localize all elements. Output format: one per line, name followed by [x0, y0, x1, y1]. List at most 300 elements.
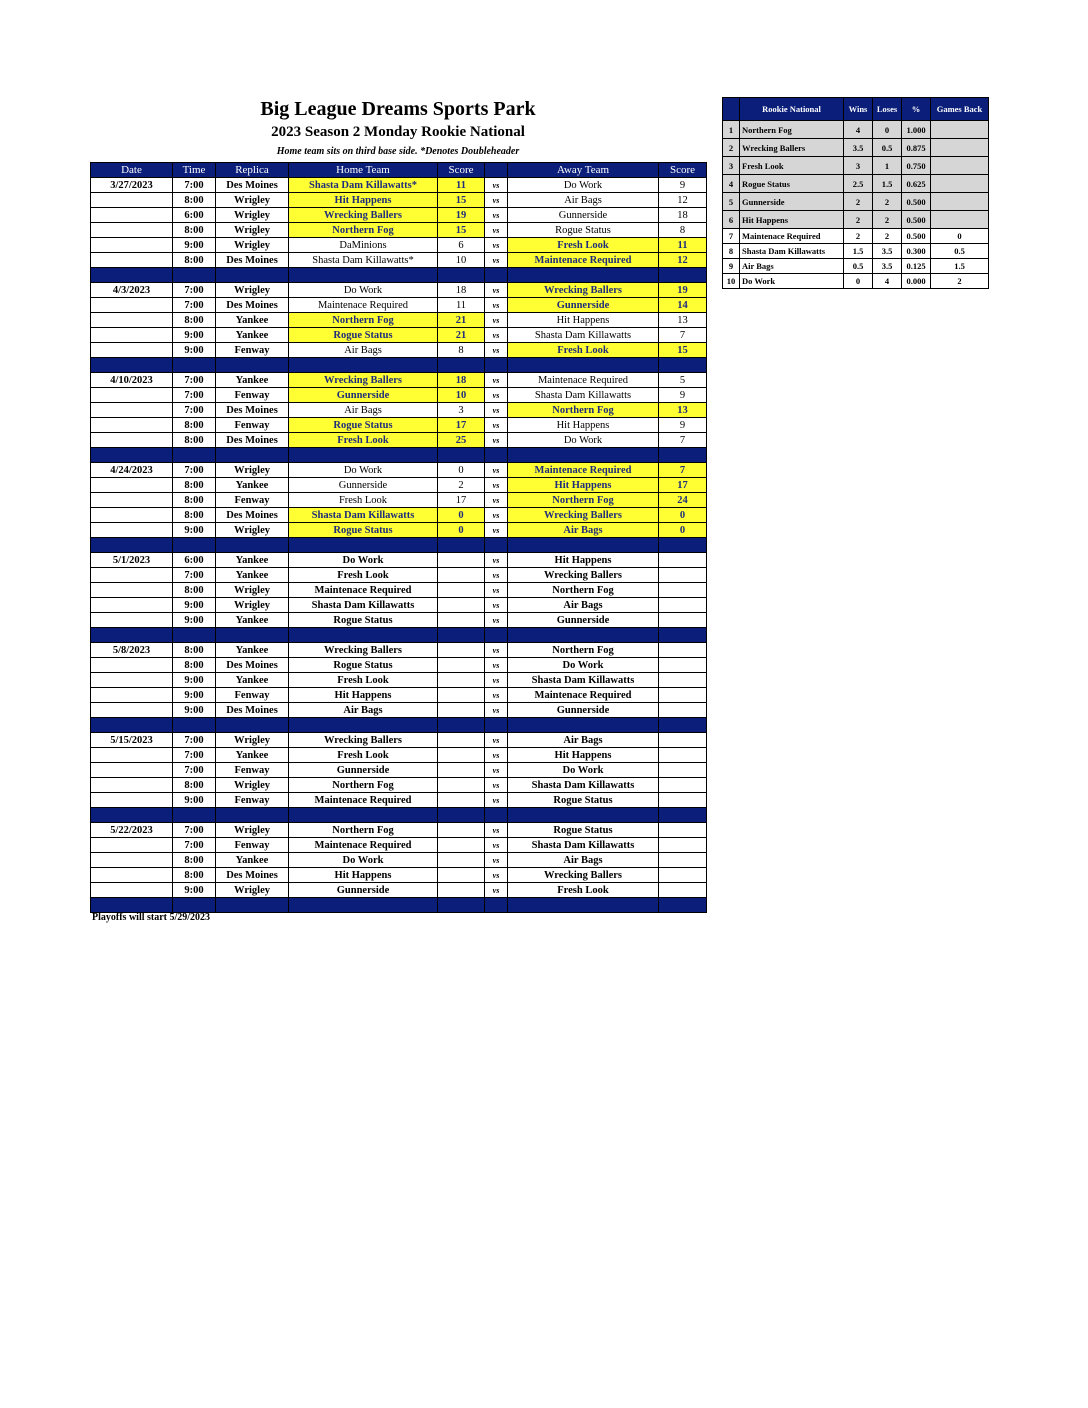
- away-team: Rogue Status: [508, 223, 659, 238]
- game-date: [91, 193, 173, 208]
- home-team: Rogue Status: [289, 328, 438, 343]
- game-date: [91, 598, 173, 613]
- vs-label: vs: [485, 883, 508, 898]
- standings-rank: 1: [723, 121, 740, 139]
- game-date: [91, 658, 173, 673]
- game-field: Des Moines: [216, 298, 289, 313]
- game-field: Yankee: [216, 853, 289, 868]
- away-team: Wrecking Ballers: [508, 283, 659, 298]
- away-score: [659, 883, 707, 898]
- away-score: [659, 583, 707, 598]
- standings-team: Hit Happens: [740, 211, 844, 229]
- away-score: [659, 568, 707, 583]
- page-title: Big League Dreams Sports Park: [260, 98, 536, 120]
- standings-row: [723, 211, 989, 229]
- game-time: 9:00: [173, 688, 216, 703]
- separator-cell: [173, 898, 216, 913]
- away-score: 13: [659, 313, 707, 328]
- game-field: Des Moines: [216, 403, 289, 418]
- standings-rank: 7: [723, 229, 740, 244]
- home-team: Gunnerside: [289, 478, 438, 493]
- standings-games-back: 0.5: [931, 244, 989, 259]
- game-date: [91, 313, 173, 328]
- game-field: Wrigley: [216, 598, 289, 613]
- separator-cell: [659, 268, 707, 283]
- separator-cell: [289, 898, 438, 913]
- vs-label: vs: [485, 523, 508, 538]
- vs-label: vs: [485, 418, 508, 433]
- home-score: [438, 748, 485, 763]
- away-team: Hit Happens: [508, 748, 659, 763]
- away-team: Hit Happens: [508, 553, 659, 568]
- separator-cell: [173, 268, 216, 283]
- game-time: 9:00: [173, 793, 216, 808]
- separator-cell: [289, 358, 438, 373]
- standings-pct: 0.625: [902, 175, 931, 193]
- game-row: [91, 883, 707, 898]
- game-date: [91, 223, 173, 238]
- game-time: 8:00: [173, 478, 216, 493]
- game-date: [91, 418, 173, 433]
- game-date: [91, 583, 173, 598]
- away-team: Maintenace Required: [508, 253, 659, 268]
- game-time: 8:00: [173, 193, 216, 208]
- game-time: 7:00: [173, 298, 216, 313]
- game-date: 5/1/2023: [91, 553, 173, 568]
- away-score: [659, 793, 707, 808]
- away-team: Air Bags: [508, 598, 659, 613]
- game-field: Des Moines: [216, 178, 289, 193]
- home-team: Gunnerside: [289, 763, 438, 778]
- away-score: [659, 838, 707, 853]
- away-team: Maintenace Required: [508, 463, 659, 478]
- game-row: [91, 763, 707, 778]
- game-row: [91, 253, 707, 268]
- away-team: Northern Fog: [508, 643, 659, 658]
- home-team: Shasta Dam Killawatts*: [289, 253, 438, 268]
- home-team: Fresh Look: [289, 433, 438, 448]
- home-team: Maintenace Required: [289, 793, 438, 808]
- home-score: 0: [438, 463, 485, 478]
- game-time: 7:00: [173, 733, 216, 748]
- week-separator: [91, 628, 707, 643]
- standings-loses: 2: [873, 229, 902, 244]
- home-score: 11: [438, 298, 485, 313]
- standings-loses: 2: [873, 211, 902, 229]
- standings-loses: 0.5: [873, 139, 902, 157]
- game-date: [91, 763, 173, 778]
- home-score: 0: [438, 508, 485, 523]
- game-row: [91, 823, 707, 838]
- game-row: [91, 283, 707, 298]
- header-away-score: Score: [659, 163, 707, 178]
- separator-cell: [485, 808, 508, 823]
- away-team: Rogue Status: [508, 793, 659, 808]
- separator-cell: [485, 718, 508, 733]
- vs-label: vs: [485, 373, 508, 388]
- separator-cell: [508, 628, 659, 643]
- header-replica: Replica: [216, 163, 289, 178]
- standings-row: [723, 244, 989, 259]
- separator-cell: [438, 358, 485, 373]
- home-score: [438, 838, 485, 853]
- game-row: [91, 193, 707, 208]
- home-score: [438, 553, 485, 568]
- standings-rank: 4: [723, 175, 740, 193]
- vs-label: vs: [485, 748, 508, 763]
- away-score: [659, 658, 707, 673]
- standings-team: Wrecking Ballers: [740, 139, 844, 157]
- game-field: Fenway: [216, 493, 289, 508]
- game-time: 8:00: [173, 853, 216, 868]
- game-field: Wrigley: [216, 463, 289, 478]
- game-time: 8:00: [173, 583, 216, 598]
- away-team: Shasta Dam Killawatts: [508, 328, 659, 343]
- away-score: 19: [659, 283, 707, 298]
- game-date: [91, 793, 173, 808]
- vs-label: vs: [485, 208, 508, 223]
- home-score: [438, 868, 485, 883]
- standings-games-back: 2: [931, 274, 989, 289]
- home-team: Gunnerside: [289, 388, 438, 403]
- home-score: [438, 793, 485, 808]
- away-team: Air Bags: [508, 733, 659, 748]
- away-score: [659, 853, 707, 868]
- game-row: [91, 343, 707, 358]
- game-time: 7:00: [173, 748, 216, 763]
- week-separator: [91, 358, 707, 373]
- away-team: Hit Happens: [508, 478, 659, 493]
- game-time: 7:00: [173, 373, 216, 388]
- game-field: Yankee: [216, 673, 289, 688]
- separator-cell: [438, 628, 485, 643]
- home-team: Fresh Look: [289, 568, 438, 583]
- game-row: [91, 223, 707, 238]
- home-score: 3: [438, 403, 485, 418]
- home-team: Wrecking Ballers: [289, 733, 438, 748]
- home-team: Do Work: [289, 553, 438, 568]
- separator-cell: [659, 538, 707, 553]
- home-team: Shasta Dam Killawatts: [289, 508, 438, 523]
- game-field: Fenway: [216, 343, 289, 358]
- game-date: [91, 493, 173, 508]
- home-team: Hit Happens: [289, 193, 438, 208]
- separator-cell: [659, 718, 707, 733]
- schedule-note: Home team sits on third base side. *Denotes Doubleheader: [276, 146, 520, 157]
- standings-table: [722, 97, 989, 289]
- standings-row: [723, 157, 989, 175]
- separator-cell: [173, 628, 216, 643]
- vs-label: vs: [485, 463, 508, 478]
- vs-label: vs: [485, 403, 508, 418]
- game-row: [91, 673, 707, 688]
- standings-team: Fresh Look: [740, 157, 844, 175]
- standings-pct: 0.300: [902, 244, 931, 259]
- standings-team: Rogue Status: [740, 175, 844, 193]
- game-time: 8:00: [173, 493, 216, 508]
- game-time: 8:00: [173, 223, 216, 238]
- game-field: Wrigley: [216, 208, 289, 223]
- away-score: 5: [659, 373, 707, 388]
- vs-label: vs: [485, 193, 508, 208]
- game-date: [91, 523, 173, 538]
- game-time: 8:00: [173, 253, 216, 268]
- away-score: 12: [659, 253, 707, 268]
- home-score: [438, 823, 485, 838]
- game-date: [91, 238, 173, 253]
- away-team: Fresh Look: [508, 238, 659, 253]
- standings-games-back: [931, 175, 989, 193]
- away-score: [659, 748, 707, 763]
- separator-cell: [216, 538, 289, 553]
- game-row: [91, 508, 707, 523]
- home-team: Fresh Look: [289, 493, 438, 508]
- standings-wins: 2: [844, 193, 873, 211]
- standings-header-games-back: Games Back: [931, 98, 989, 121]
- away-team: Northern Fog: [508, 403, 659, 418]
- standings-team: Shasta Dam Killawatts: [740, 244, 844, 259]
- separator-cell: [659, 808, 707, 823]
- away-team: Hit Happens: [508, 313, 659, 328]
- standings-body: [723, 121, 989, 289]
- vs-label: vs: [485, 703, 508, 718]
- separator-cell: [485, 898, 508, 913]
- away-team: Wrecking Ballers: [508, 568, 659, 583]
- game-date: [91, 838, 173, 853]
- home-team: Wrecking Ballers: [289, 373, 438, 388]
- away-team: Shasta Dam Killawatts: [508, 838, 659, 853]
- standings-rank: 2: [723, 139, 740, 157]
- vs-label: vs: [485, 493, 508, 508]
- game-field: Wrigley: [216, 238, 289, 253]
- away-team: Gunnerside: [508, 613, 659, 628]
- standings-wins: 3: [844, 157, 873, 175]
- game-row: [91, 643, 707, 658]
- game-field: Wrigley: [216, 283, 289, 298]
- away-team: Northern Fog: [508, 583, 659, 598]
- game-date: 4/24/2023: [91, 463, 173, 478]
- vs-label: vs: [485, 853, 508, 868]
- separator-cell: [508, 538, 659, 553]
- vs-label: vs: [485, 388, 508, 403]
- game-field: Yankee: [216, 313, 289, 328]
- home-team: Rogue Status: [289, 418, 438, 433]
- header-time: Time: [173, 163, 216, 178]
- separator-cell: [438, 448, 485, 463]
- standings-header-row: [723, 98, 989, 121]
- game-date: [91, 883, 173, 898]
- vs-label: vs: [485, 598, 508, 613]
- playoffs-note: Playoffs will start 5/29/2023: [92, 912, 211, 923]
- standings-loses: 4: [873, 274, 902, 289]
- standings-rank: 3: [723, 157, 740, 175]
- standings-team: Northern Fog: [740, 121, 844, 139]
- standings-pct: 0.500: [902, 211, 931, 229]
- game-row: [91, 793, 707, 808]
- standings-wins: 3.5: [844, 139, 873, 157]
- game-time: 8:00: [173, 508, 216, 523]
- away-score: [659, 778, 707, 793]
- home-team: Air Bags: [289, 343, 438, 358]
- vs-label: vs: [485, 508, 508, 523]
- separator-cell: [91, 538, 173, 553]
- game-time: 7:00: [173, 283, 216, 298]
- separator-cell: [91, 808, 173, 823]
- separator-cell: [659, 448, 707, 463]
- away-team: Do Work: [508, 658, 659, 673]
- away-team: Shasta Dam Killawatts: [508, 388, 659, 403]
- game-date: [91, 433, 173, 448]
- standings-row: [723, 259, 989, 274]
- away-score: 18: [659, 208, 707, 223]
- away-score: 7: [659, 328, 707, 343]
- separator-cell: [91, 628, 173, 643]
- standings-header-pct: %: [902, 98, 931, 121]
- game-field: Yankee: [216, 373, 289, 388]
- home-score: [438, 853, 485, 868]
- standings-row: [723, 121, 989, 139]
- home-score: 6: [438, 238, 485, 253]
- game-date: 5/22/2023: [91, 823, 173, 838]
- away-team: Gunnerside: [508, 703, 659, 718]
- standings-games-back: [931, 121, 989, 139]
- game-time: 9:00: [173, 673, 216, 688]
- game-row: [91, 568, 707, 583]
- game-date: [91, 253, 173, 268]
- game-field: Wrigley: [216, 778, 289, 793]
- separator-cell: [216, 898, 289, 913]
- game-date: [91, 703, 173, 718]
- away-team: Do Work: [508, 178, 659, 193]
- separator-cell: [289, 718, 438, 733]
- game-row: [91, 313, 707, 328]
- game-date: [91, 343, 173, 358]
- separator-cell: [91, 358, 173, 373]
- home-score: [438, 778, 485, 793]
- away-score: 7: [659, 463, 707, 478]
- home-team: DaMinions: [289, 238, 438, 253]
- game-date: [91, 853, 173, 868]
- home-team: Air Bags: [289, 403, 438, 418]
- home-team: Rogue Status: [289, 613, 438, 628]
- away-team: Do Work: [508, 763, 659, 778]
- away-team: Rogue Status: [508, 823, 659, 838]
- away-score: 7: [659, 433, 707, 448]
- home-team: Do Work: [289, 283, 438, 298]
- game-row: [91, 478, 707, 493]
- game-time: 9:00: [173, 523, 216, 538]
- separator-cell: [485, 358, 508, 373]
- away-score: 9: [659, 388, 707, 403]
- game-field: Des Moines: [216, 658, 289, 673]
- home-team: Northern Fog: [289, 823, 438, 838]
- game-field: Yankee: [216, 643, 289, 658]
- separator-cell: [508, 358, 659, 373]
- game-row: [91, 463, 707, 478]
- separator-cell: [438, 808, 485, 823]
- away-score: [659, 733, 707, 748]
- home-score: 19: [438, 208, 485, 223]
- away-team: Gunnerside: [508, 298, 659, 313]
- game-row: [91, 388, 707, 403]
- game-time: 9:00: [173, 238, 216, 253]
- standings-games-back: 0: [931, 229, 989, 244]
- standings-games-back: [931, 139, 989, 157]
- standings-row: [723, 139, 989, 157]
- away-score: [659, 868, 707, 883]
- game-row: [91, 658, 707, 673]
- separator-cell: [91, 898, 173, 913]
- standings-header-league: Rookie National: [740, 98, 844, 121]
- vs-label: vs: [485, 778, 508, 793]
- game-row: [91, 238, 707, 253]
- away-score: [659, 643, 707, 658]
- game-time: 8:00: [173, 418, 216, 433]
- separator-cell: [173, 448, 216, 463]
- game-field: Yankee: [216, 568, 289, 583]
- game-date: [91, 208, 173, 223]
- header-home-team: Home Team: [289, 163, 438, 178]
- separator-cell: [216, 448, 289, 463]
- vs-label: vs: [485, 298, 508, 313]
- separator-cell: [91, 448, 173, 463]
- standings-row: [723, 229, 989, 244]
- away-team: Hit Happens: [508, 418, 659, 433]
- separator-cell: [91, 268, 173, 283]
- home-score: [438, 598, 485, 613]
- away-score: 0: [659, 523, 707, 538]
- game-row: [91, 373, 707, 388]
- vs-label: vs: [485, 253, 508, 268]
- separator-cell: [485, 448, 508, 463]
- away-team: Air Bags: [508, 853, 659, 868]
- home-team: Fresh Look: [289, 673, 438, 688]
- separator-cell: [659, 358, 707, 373]
- home-team: Wrecking Ballers: [289, 643, 438, 658]
- standings-header-rank: [723, 98, 740, 121]
- home-score: 0: [438, 523, 485, 538]
- game-field: Wrigley: [216, 883, 289, 898]
- away-score: [659, 673, 707, 688]
- vs-label: vs: [485, 178, 508, 193]
- home-team: Maintenace Required: [289, 298, 438, 313]
- game-time: 9:00: [173, 703, 216, 718]
- standings-rank: 6: [723, 211, 740, 229]
- standings-wins: 2: [844, 229, 873, 244]
- home-score: [438, 568, 485, 583]
- game-row: [91, 403, 707, 418]
- game-date: [91, 568, 173, 583]
- away-team: Air Bags: [508, 523, 659, 538]
- game-time: 8:00: [173, 778, 216, 793]
- game-field: Yankee: [216, 613, 289, 628]
- away-score: [659, 823, 707, 838]
- away-score: [659, 688, 707, 703]
- game-row: [91, 583, 707, 598]
- separator-cell: [659, 898, 707, 913]
- vs-label: vs: [485, 478, 508, 493]
- game-time: 6:00: [173, 208, 216, 223]
- week-separator: [91, 808, 707, 823]
- away-score: [659, 703, 707, 718]
- game-date: [91, 673, 173, 688]
- game-date: 5/8/2023: [91, 643, 173, 658]
- home-score: 17: [438, 418, 485, 433]
- away-team: Fresh Look: [508, 883, 659, 898]
- game-field: Yankee: [216, 553, 289, 568]
- separator-cell: [289, 808, 438, 823]
- game-field: Fenway: [216, 793, 289, 808]
